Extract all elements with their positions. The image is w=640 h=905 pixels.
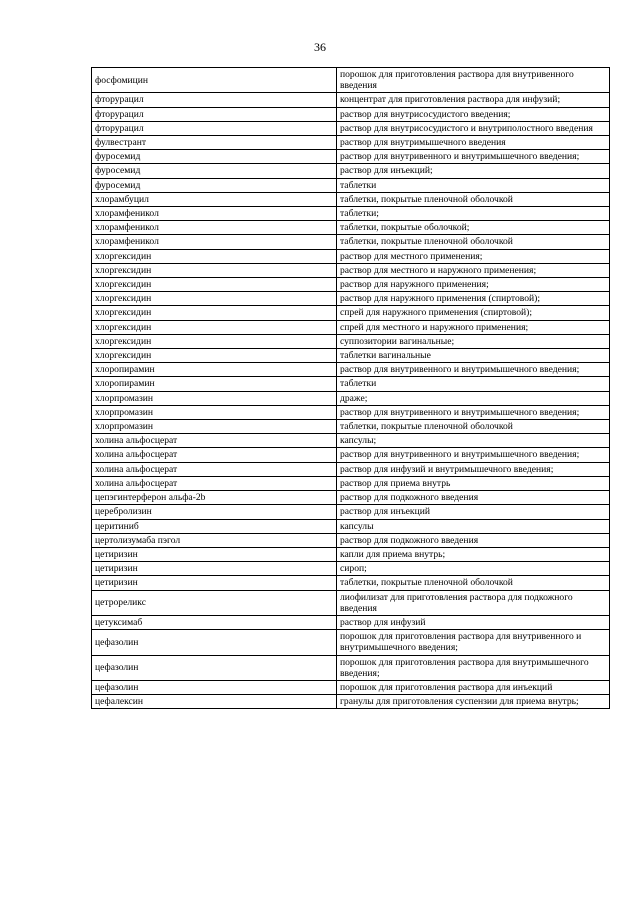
drug-table: [91, 67, 610, 709]
dosage-form-cell: таблетки;: [337, 207, 610, 221]
table-row: [92, 136, 610, 150]
table-row: [92, 164, 610, 178]
dosage-form-cell: суппозитории вагинальные;: [337, 334, 610, 348]
drug-name-cell: фторурацил: [92, 107, 337, 121]
dosage-form-cell: раствор для наружного применения;: [337, 278, 610, 292]
drug-name-cell: хлорпромазин: [92, 405, 337, 419]
dosage-form-cell: раствор для внутрисосудистого введения;: [337, 107, 610, 121]
drug-name-cell: фуросемид: [92, 150, 337, 164]
drug-name-cell: хлоропирамин: [92, 377, 337, 391]
table-row: [92, 630, 610, 655]
table-row: [92, 405, 610, 419]
dosage-form-cell: раствор для внутривенного и внутримышечного введения;: [337, 150, 610, 164]
dosage-form-cell: раствор для местного и наружного применения;: [337, 263, 610, 277]
dosage-form-cell: концентрат для приготовления раствора для инфузий;: [337, 93, 610, 107]
drug-name-cell: цефазолин: [92, 680, 337, 694]
drug-name-cell: церебролизин: [92, 505, 337, 519]
table-row: [92, 491, 610, 505]
table-row: [92, 680, 610, 694]
table-row: [92, 462, 610, 476]
dosage-form-cell: раствор для приема внутрь: [337, 476, 610, 490]
drug-name-cell: хлоропирамин: [92, 363, 337, 377]
table-row: [92, 249, 610, 263]
dosage-form-cell: спрей для наружного применения (спиртовой);: [337, 306, 610, 320]
table-row: [92, 107, 610, 121]
table-row: [92, 263, 610, 277]
drug-name-cell: фуросемид: [92, 178, 337, 192]
table-row: [92, 306, 610, 320]
table-row: [92, 363, 610, 377]
drug-name-cell: цетрореликс: [92, 590, 337, 615]
dosage-form-cell: капсулы;: [337, 434, 610, 448]
dosage-form-cell: раствор для подкожного введения: [337, 533, 610, 547]
table-row: [92, 434, 610, 448]
table-row: [92, 448, 610, 462]
drug-name-cell: хлоргексидин: [92, 263, 337, 277]
drug-name-cell: церитиниб: [92, 519, 337, 533]
table-row: [92, 391, 610, 405]
drug-name-cell: фосфомицин: [92, 68, 337, 93]
table-row: [92, 121, 610, 135]
dosage-form-cell: драже;: [337, 391, 610, 405]
drug-name-cell: цепэгинтерферон альфа-2b: [92, 491, 337, 505]
drug-name-cell: хлорпромазин: [92, 420, 337, 434]
drug-name-cell: хлоргексидин: [92, 249, 337, 263]
drug-name-cell: фуросемид: [92, 164, 337, 178]
table-row: [92, 615, 610, 629]
drug-name-cell: цетиризин: [92, 576, 337, 590]
dosage-form-cell: порошок для приготовления раствора для внутримышечного введения;: [337, 655, 610, 680]
table-row: [92, 533, 610, 547]
table-row: [92, 235, 610, 249]
dosage-form-cell: порошок для приготовления раствора для внутривенного введения: [337, 68, 610, 93]
drug-name-cell: цефалексин: [92, 695, 337, 709]
drug-name-cell: хлорамфеникол: [92, 235, 337, 249]
table-row: [92, 655, 610, 680]
table-row: [92, 349, 610, 363]
dosage-form-cell: таблетки, покрытые пленочной оболочкой: [337, 576, 610, 590]
drug-name-cell: хлоргексидин: [92, 349, 337, 363]
drug-name-cell: цефазолин: [92, 655, 337, 680]
drug-name-cell: фулвестрант: [92, 136, 337, 150]
dosage-form-cell: таблетки, покрытые оболочкой;: [337, 221, 610, 235]
drug-name-cell: хлоргексидин: [92, 306, 337, 320]
dosage-form-cell: раствор для инфузий: [337, 615, 610, 629]
page-number: 36: [314, 40, 326, 54]
dosage-form-cell: таблетки, покрытые пленочной оболочкой: [337, 420, 610, 434]
table-row: [92, 519, 610, 533]
dosage-form-cell: таблетки, покрытые пленочной оболочкой: [337, 192, 610, 206]
table-row: [92, 292, 610, 306]
dosage-form-cell: сироп;: [337, 562, 610, 576]
drug-name-cell: хлорамфеникол: [92, 221, 337, 235]
table-row: [92, 221, 610, 235]
table-row: [92, 320, 610, 334]
table-row: [92, 420, 610, 434]
drug-name-cell: холина альфосцерат: [92, 448, 337, 462]
table-row: [92, 93, 610, 107]
table-row: [92, 207, 610, 221]
dosage-form-cell: порошок для приготовления раствора для внутривенного и внутримышечного введения;: [337, 630, 610, 655]
table-row: [92, 150, 610, 164]
dosage-form-cell: порошок для приготовления раствора для инъекций: [337, 680, 610, 694]
drug-name-cell: фторурацил: [92, 93, 337, 107]
dosage-form-cell: раствор для внутримышечного введения: [337, 136, 610, 150]
drug-name-cell: хлоргексидин: [92, 334, 337, 348]
dosage-form-cell: раствор для инфузий и внутримышечного введения;: [337, 462, 610, 476]
dosage-form-cell: таблетки: [337, 178, 610, 192]
dosage-form-cell: раствор для подкожного введения: [337, 491, 610, 505]
drug-name-cell: фторурацил: [92, 121, 337, 135]
dosage-form-cell: таблетки, покрытые пленочной оболочкой: [337, 235, 610, 249]
table-row: [92, 334, 610, 348]
table-row: [92, 377, 610, 391]
dosage-form-cell: таблетки: [337, 377, 610, 391]
dosage-form-cell: раствор для инъекций;: [337, 164, 610, 178]
table-row: [92, 695, 610, 709]
drug-name-cell: холина альфосцерат: [92, 462, 337, 476]
table-row: [92, 505, 610, 519]
drug-name-cell: цетуксимаб: [92, 615, 337, 629]
drug-name-cell: хлорпромазин: [92, 391, 337, 405]
drug-name-cell: холина альфосцерат: [92, 434, 337, 448]
drug-name-cell: хлоргексидин: [92, 320, 337, 334]
table-row: [92, 192, 610, 206]
dosage-form-cell: раствор для местного применения;: [337, 249, 610, 263]
dosage-form-cell: спрей для местного и наружного применения;: [337, 320, 610, 334]
table-row: [92, 178, 610, 192]
dosage-form-cell: лиофилизат для приготовления раствора для подкожного введения: [337, 590, 610, 615]
dosage-form-cell: раствор для внутривенного и внутримышечного введения;: [337, 363, 610, 377]
table-row: [92, 278, 610, 292]
drug-name-cell: холина альфосцерат: [92, 476, 337, 490]
dosage-form-cell: капли для приема внутрь;: [337, 547, 610, 561]
drug-name-cell: цефазолин: [92, 630, 337, 655]
table-row: [92, 476, 610, 490]
dosage-form-cell: таблетки вагинальные: [337, 349, 610, 363]
drug-name-cell: цертолизумаба пэгол: [92, 533, 337, 547]
drug-name-cell: цетиризин: [92, 562, 337, 576]
drug-name-cell: хлоргексидин: [92, 278, 337, 292]
table-row: [92, 590, 610, 615]
dosage-form-cell: гранулы для приготовления суспензии для приема внутрь;: [337, 695, 610, 709]
dosage-form-cell: раствор для внутривенного и внутримышечного введения;: [337, 405, 610, 419]
dosage-form-cell: раствор для внутрисосудистого и внутриполостного введения: [337, 121, 610, 135]
dosage-form-cell: капсулы: [337, 519, 610, 533]
dosage-form-cell: раствор для инъекций: [337, 505, 610, 519]
table-row: [92, 68, 610, 93]
dosage-form-cell: раствор для внутривенного и внутримышечного введения;: [337, 448, 610, 462]
drug-name-cell: хлорамбуцил: [92, 192, 337, 206]
table-row: [92, 547, 610, 561]
dosage-form-cell: раствор для наружного применения (спиртовой);: [337, 292, 610, 306]
drug-name-cell: хлорамфеникол: [92, 207, 337, 221]
table-row: [92, 576, 610, 590]
table-row: [92, 562, 610, 576]
drug-name-cell: цетиризин: [92, 547, 337, 561]
drug-name-cell: хлоргексидин: [92, 292, 337, 306]
